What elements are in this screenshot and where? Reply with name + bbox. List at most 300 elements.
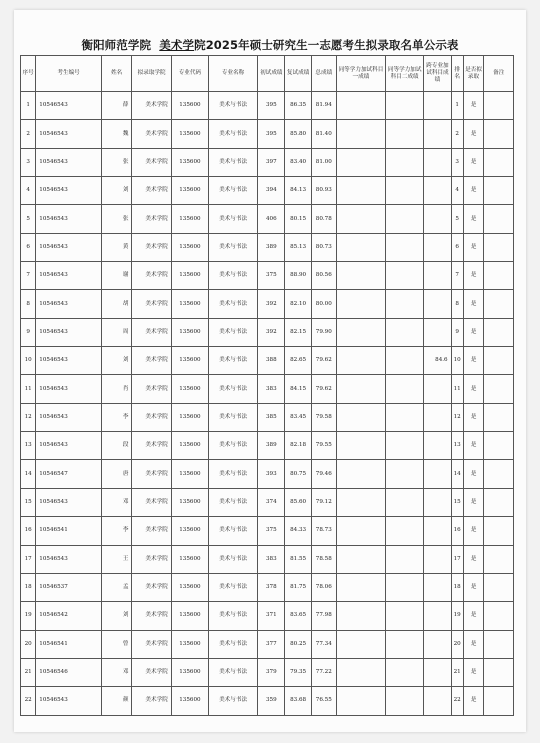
cell-initial-score: 374 [258, 488, 285, 516]
cell-equiv-subject-2 [386, 403, 424, 431]
cell-name: 颜 [101, 687, 132, 715]
cell-initial-score: 389 [258, 432, 285, 460]
title-suffix: 院2025年硕士研究生一志愿考生拟录取名单公示表 [194, 38, 459, 52]
cell-admit: 是 [463, 318, 484, 346]
cell-equiv-subject-2 [386, 602, 424, 630]
cell-cross-major-score [424, 148, 451, 176]
cell-college: 美术学院 [132, 545, 171, 573]
cell-exam-no: 10546543 [36, 488, 102, 516]
cell-retest-score: 83.68 [285, 687, 311, 715]
cell-initial-score: 359 [258, 687, 285, 715]
header-note: 备注 [484, 56, 514, 92]
header-retest-score: 复试成绩 [285, 56, 311, 92]
cell-major-name: 美术与书法 [208, 403, 257, 431]
cell-equiv-subject-2 [386, 290, 424, 318]
cell-cross-major-score: 84.6 [424, 347, 451, 375]
cell-seq: 3 [21, 148, 36, 176]
cell-rank: 7 [451, 262, 463, 290]
cell-major-code: 135600 [171, 318, 208, 346]
cell-college: 美术学院 [132, 630, 171, 658]
cell-college: 美术学院 [132, 602, 171, 630]
cell-major-name: 美术与书法 [208, 545, 257, 573]
cell-initial-score: 378 [258, 573, 285, 601]
cell-equiv-subject-1 [336, 318, 385, 346]
cell-major-code: 135600 [171, 602, 208, 630]
table-row [21, 403, 514, 431]
cell-equiv-subject-2 [386, 205, 424, 233]
title-college: 美术学 [159, 38, 195, 52]
cell-exam-no: 10546543 [36, 148, 102, 176]
cell-rank: 14 [451, 460, 463, 488]
cell-initial-score: 385 [258, 403, 285, 431]
cell-equiv-subject-2 [386, 318, 424, 346]
cell-cross-major-score [424, 177, 451, 205]
cell-initial-score: 388 [258, 347, 285, 375]
cell-college: 美术学院 [132, 177, 171, 205]
cell-seq: 18 [21, 573, 36, 601]
cell-equiv-subject-2 [386, 517, 424, 545]
cell-name: 张 [101, 148, 132, 176]
cell-exam-no: 10546543 [36, 375, 102, 403]
cell-retest-score: 85.80 [285, 120, 311, 148]
cell-equiv-subject-2 [386, 262, 424, 290]
cell-seq: 21 [21, 658, 36, 686]
cell-college: 美术学院 [132, 432, 171, 460]
cell-initial-score: 377 [258, 630, 285, 658]
cell-initial-score: 383 [258, 375, 285, 403]
cell-name: 邓 [101, 658, 132, 686]
cell-equiv-subject-1 [336, 488, 385, 516]
cell-note [484, 375, 514, 403]
cell-equiv-subject-2 [386, 432, 424, 460]
cell-college: 美术学院 [132, 375, 171, 403]
cell-equiv-subject-1 [336, 573, 385, 601]
cell-rank: 13 [451, 432, 463, 460]
cell-name: 薛 [101, 92, 132, 120]
admission-table [20, 55, 514, 716]
cell-exam-no: 10546543 [36, 92, 102, 120]
cell-college: 美术学院 [132, 687, 171, 715]
cell-admit: 是 [463, 658, 484, 686]
cell-rank: 20 [451, 630, 463, 658]
cell-exam-no: 10546543 [36, 262, 102, 290]
header-equiv-subject-1: 同等学力加试科目一成绩 [336, 56, 385, 92]
cell-retest-score: 85.60 [285, 488, 311, 516]
cell-initial-score: 397 [258, 148, 285, 176]
cell-equiv-subject-1 [336, 460, 385, 488]
table-body [21, 92, 514, 716]
cell-exam-no: 10546537 [36, 573, 102, 601]
cell-admit: 是 [463, 92, 484, 120]
cell-retest-score: 81.55 [285, 545, 311, 573]
cell-note [484, 432, 514, 460]
cell-seq: 15 [21, 488, 36, 516]
cell-major-code: 135600 [171, 517, 208, 545]
cell-rank: 4 [451, 177, 463, 205]
cell-exam-no: 10546543 [36, 432, 102, 460]
cell-total-score: 79.46 [311, 460, 336, 488]
cell-seq: 20 [21, 630, 36, 658]
cell-college: 美术学院 [132, 318, 171, 346]
cell-note [484, 120, 514, 148]
cell-major-code: 135600 [171, 687, 208, 715]
cell-initial-score: 375 [258, 262, 285, 290]
cell-exam-no: 10546543 [36, 545, 102, 573]
cell-initial-score: 394 [258, 177, 285, 205]
table-header-row [21, 56, 514, 92]
header-equiv-subject-2: 同等学力加试科目二成绩 [386, 56, 424, 92]
cell-seq: 5 [21, 205, 36, 233]
cell-equiv-subject-2 [386, 658, 424, 686]
cell-equiv-subject-1 [336, 403, 385, 431]
cell-equiv-subject-1 [336, 290, 385, 318]
cell-name: 段 [101, 432, 132, 460]
cell-rank: 5 [451, 205, 463, 233]
table-row [21, 602, 514, 630]
cell-total-score: 79.55 [311, 432, 336, 460]
cell-note [484, 233, 514, 261]
cell-retest-score: 79.35 [285, 658, 311, 686]
cell-rank: 18 [451, 573, 463, 601]
cell-note [484, 630, 514, 658]
cell-initial-score: 392 [258, 290, 285, 318]
cell-cross-major-score [424, 573, 451, 601]
cell-equiv-subject-1 [336, 375, 385, 403]
cell-retest-score: 80.75 [285, 460, 311, 488]
cell-initial-score: 389 [258, 233, 285, 261]
cell-seq: 4 [21, 177, 36, 205]
cell-major-name: 美术与书法 [208, 148, 257, 176]
cell-total-score: 80.73 [311, 233, 336, 261]
cell-name: 谢 [101, 262, 132, 290]
cell-major-code: 135600 [171, 460, 208, 488]
cell-admit: 是 [463, 148, 484, 176]
cell-retest-score: 81.75 [285, 573, 311, 601]
cell-cross-major-score [424, 403, 451, 431]
cell-note [484, 318, 514, 346]
cell-equiv-subject-1 [336, 545, 385, 573]
cell-rank: 9 [451, 318, 463, 346]
cell-major-name: 美术与书法 [208, 92, 257, 120]
header-college: 拟录取学院 [132, 56, 171, 92]
cell-name: 曾 [101, 630, 132, 658]
cell-total-score: 78.73 [311, 517, 336, 545]
cell-note [484, 658, 514, 686]
cell-retest-score: 82.65 [285, 347, 311, 375]
cell-major-code: 135600 [171, 120, 208, 148]
cell-name: 李 [101, 403, 132, 431]
cell-cross-major-score [424, 545, 451, 573]
cell-total-score: 81.40 [311, 120, 336, 148]
cell-note [484, 545, 514, 573]
cell-name: 张 [101, 205, 132, 233]
cell-college: 美术学院 [132, 517, 171, 545]
cell-college: 美术学院 [132, 262, 171, 290]
cell-major-code: 135600 [171, 233, 208, 261]
table-row [21, 262, 514, 290]
header-total-score: 总成绩 [311, 56, 336, 92]
table-row [21, 347, 514, 375]
cell-admit: 是 [463, 630, 484, 658]
cell-major-code: 135600 [171, 205, 208, 233]
cell-major-name: 美术与书法 [208, 177, 257, 205]
cell-total-score: 80.93 [311, 177, 336, 205]
cell-rank: 16 [451, 517, 463, 545]
cell-rank: 22 [451, 687, 463, 715]
cell-major-code: 135600 [171, 403, 208, 431]
cell-rank: 12 [451, 403, 463, 431]
cell-admit: 是 [463, 573, 484, 601]
cell-major-name: 美术与书法 [208, 120, 257, 148]
cell-exam-no: 10546543 [36, 403, 102, 431]
cell-major-name: 美术与书法 [208, 658, 257, 686]
cell-exam-no: 10546543 [36, 290, 102, 318]
cell-seq: 22 [21, 687, 36, 715]
cell-note [484, 148, 514, 176]
cell-cross-major-score [424, 205, 451, 233]
table-row [21, 432, 514, 460]
cell-cross-major-score [424, 517, 451, 545]
cell-rank: 21 [451, 658, 463, 686]
header-major-name: 专业名称 [208, 56, 257, 92]
cell-seq: 7 [21, 262, 36, 290]
cell-equiv-subject-1 [336, 658, 385, 686]
cell-college: 美术学院 [132, 460, 171, 488]
cell-cross-major-score [424, 630, 451, 658]
cell-major-code: 135600 [171, 488, 208, 516]
cell-rank: 19 [451, 602, 463, 630]
table-row [21, 630, 514, 658]
cell-name: 黄 [101, 233, 132, 261]
cell-cross-major-score [424, 658, 451, 686]
cell-retest-score: 83.45 [285, 403, 311, 431]
cell-exam-no: 10546547 [36, 460, 102, 488]
header-name: 姓名 [101, 56, 132, 92]
cell-equiv-subject-2 [386, 92, 424, 120]
cell-equiv-subject-2 [386, 488, 424, 516]
cell-rank: 15 [451, 488, 463, 516]
cell-equiv-subject-2 [386, 460, 424, 488]
cell-college: 美术学院 [132, 290, 171, 318]
cell-major-name: 美术与书法 [208, 432, 257, 460]
cell-total-score: 80.56 [311, 262, 336, 290]
cell-major-name: 美术与书法 [208, 573, 257, 601]
cell-college: 美术学院 [132, 488, 171, 516]
cell-admit: 是 [463, 290, 484, 318]
cell-major-code: 135600 [171, 658, 208, 686]
cell-cross-major-score [424, 460, 451, 488]
cell-major-code: 135600 [171, 432, 208, 460]
cell-retest-score: 83.65 [285, 602, 311, 630]
cell-equiv-subject-1 [336, 687, 385, 715]
cell-admit: 是 [463, 205, 484, 233]
cell-note [484, 177, 514, 205]
cell-initial-score: 371 [258, 602, 285, 630]
document-page [14, 10, 526, 732]
cell-exam-no: 10546542 [36, 602, 102, 630]
header-rank: 排名 [451, 56, 463, 92]
table-row [21, 120, 514, 148]
cell-name: 王 [101, 545, 132, 573]
cell-exam-no: 10546541 [36, 517, 102, 545]
cell-major-code: 135600 [171, 262, 208, 290]
cell-total-score: 79.58 [311, 403, 336, 431]
table-row [21, 517, 514, 545]
cell-total-score: 78.58 [311, 545, 336, 573]
cell-seq: 9 [21, 318, 36, 346]
cell-exam-no: 10546543 [36, 233, 102, 261]
cell-retest-score: 84.33 [285, 517, 311, 545]
cell-note [484, 262, 514, 290]
cell-major-name: 美术与书法 [208, 488, 257, 516]
cell-note [484, 602, 514, 630]
cell-equiv-subject-1 [336, 432, 385, 460]
cell-major-code: 135600 [171, 290, 208, 318]
cell-seq: 19 [21, 602, 36, 630]
cell-major-name: 美术与书法 [208, 602, 257, 630]
cell-major-code: 135600 [171, 545, 208, 573]
cell-major-code: 135600 [171, 347, 208, 375]
cell-equiv-subject-2 [386, 120, 424, 148]
header-exam-no: 考生编号 [36, 56, 102, 92]
cell-note [484, 92, 514, 120]
cell-seq: 17 [21, 545, 36, 573]
cell-initial-score: 383 [258, 545, 285, 573]
cell-admit: 是 [463, 347, 484, 375]
cell-equiv-subject-1 [336, 92, 385, 120]
cell-exam-no: 10546546 [36, 658, 102, 686]
cell-initial-score: 395 [258, 92, 285, 120]
cell-name: 肖 [101, 375, 132, 403]
cell-note [484, 205, 514, 233]
cell-initial-score: 379 [258, 658, 285, 686]
cell-total-score: 80.00 [311, 290, 336, 318]
cell-total-score: 77.22 [311, 658, 336, 686]
cell-major-name: 美术与书法 [208, 318, 257, 346]
cell-name: 刘 [101, 177, 132, 205]
cell-total-score: 76.55 [311, 687, 336, 715]
cell-retest-score: 80.15 [285, 205, 311, 233]
cell-total-score: 79.62 [311, 375, 336, 403]
cell-college: 美术学院 [132, 347, 171, 375]
cell-admit: 是 [463, 432, 484, 460]
table-row [21, 573, 514, 601]
cell-major-code: 135600 [171, 573, 208, 601]
cell-retest-score: 83.40 [285, 148, 311, 176]
cell-seq: 16 [21, 517, 36, 545]
cell-total-score: 81.94 [311, 92, 336, 120]
cell-rank: 6 [451, 233, 463, 261]
cell-seq: 6 [21, 233, 36, 261]
cell-total-score: 79.12 [311, 488, 336, 516]
cell-admit: 是 [463, 517, 484, 545]
cell-note [484, 290, 514, 318]
table-row [21, 205, 514, 233]
cell-retest-score: 82.15 [285, 318, 311, 346]
cell-cross-major-score [424, 602, 451, 630]
table-row [21, 233, 514, 261]
cell-rank: 1 [451, 92, 463, 120]
header-seq: 序号 [21, 56, 36, 92]
cell-major-name: 美术与书法 [208, 262, 257, 290]
cell-exam-no: 10546543 [36, 347, 102, 375]
cell-note [484, 403, 514, 431]
cell-equiv-subject-2 [386, 177, 424, 205]
cell-major-name: 美术与书法 [208, 687, 257, 715]
cell-major-code: 135600 [171, 630, 208, 658]
cell-admit: 是 [463, 262, 484, 290]
cell-rank: 8 [451, 290, 463, 318]
cell-college: 美术学院 [132, 205, 171, 233]
cell-college: 美术学院 [132, 233, 171, 261]
table-row [21, 177, 514, 205]
cell-major-name: 美术与书法 [208, 460, 257, 488]
cell-total-score: 77.98 [311, 602, 336, 630]
cell-retest-score: 88.90 [285, 262, 311, 290]
header-major-code: 专业代码 [171, 56, 208, 92]
cell-seq: 11 [21, 375, 36, 403]
cell-note [484, 488, 514, 516]
cell-equiv-subject-1 [336, 517, 385, 545]
cell-major-code: 135600 [171, 92, 208, 120]
cell-retest-score: 84.13 [285, 177, 311, 205]
cell-seq: 10 [21, 347, 36, 375]
cell-total-score: 78.06 [311, 573, 336, 601]
cell-equiv-subject-2 [386, 233, 424, 261]
cell-equiv-subject-2 [386, 545, 424, 573]
cell-exam-no: 10546543 [36, 120, 102, 148]
cell-name: 刘 [101, 347, 132, 375]
cell-total-score: 80.78 [311, 205, 336, 233]
cell-initial-score: 392 [258, 318, 285, 346]
cell-retest-score: 86.35 [285, 92, 311, 120]
cell-initial-score: 375 [258, 517, 285, 545]
cell-seq: 13 [21, 432, 36, 460]
cell-total-score: 79.90 [311, 318, 336, 346]
cell-cross-major-score [424, 687, 451, 715]
cell-cross-major-score [424, 432, 451, 460]
cell-seq: 1 [21, 92, 36, 120]
cell-cross-major-score [424, 92, 451, 120]
table-row [21, 290, 514, 318]
cell-equiv-subject-2 [386, 573, 424, 601]
cell-admit: 是 [463, 177, 484, 205]
cell-major-name: 美术与书法 [208, 290, 257, 318]
cell-name: 孟 [101, 573, 132, 601]
cell-equiv-subject-1 [336, 630, 385, 658]
page-title [14, 37, 526, 53]
cell-equiv-subject-1 [336, 233, 385, 261]
cell-equiv-subject-1 [336, 347, 385, 375]
cell-equiv-subject-2 [386, 630, 424, 658]
cell-name: 李 [101, 517, 132, 545]
cell-admit: 是 [463, 403, 484, 431]
cell-rank: 17 [451, 545, 463, 573]
header-cross-major-score: 跨专业加试科目成绩 [424, 56, 451, 92]
cell-retest-score: 84.15 [285, 375, 311, 403]
cell-equiv-subject-2 [386, 148, 424, 176]
cell-admit: 是 [463, 602, 484, 630]
cell-name: 刘 [101, 602, 132, 630]
cell-name: 魏 [101, 120, 132, 148]
cell-cross-major-score [424, 262, 451, 290]
title-school: 衡阳师范学院 [81, 38, 152, 52]
cell-rank: 2 [451, 120, 463, 148]
cell-name: 周 [101, 318, 132, 346]
cell-equiv-subject-1 [336, 148, 385, 176]
cell-admit: 是 [463, 545, 484, 573]
cell-major-code: 135600 [171, 177, 208, 205]
